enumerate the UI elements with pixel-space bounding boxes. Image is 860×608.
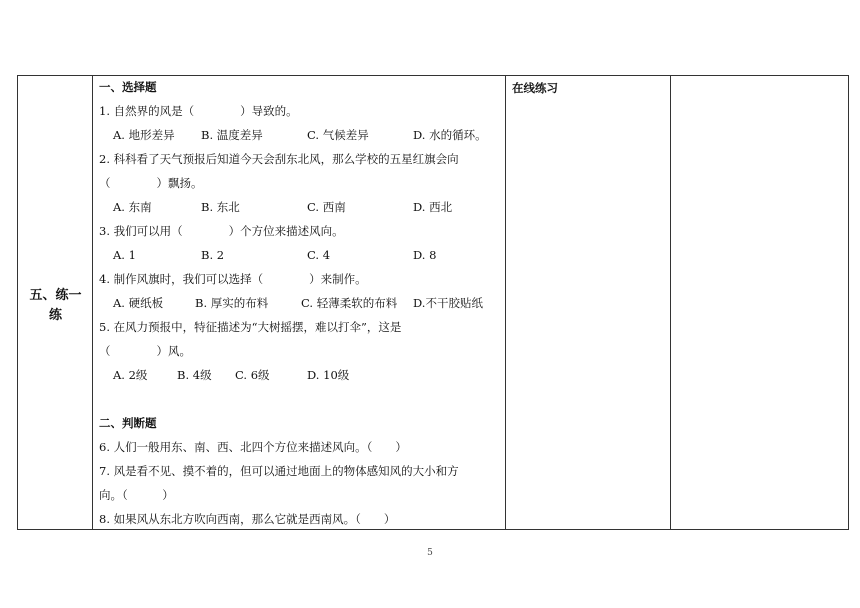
spacer xyxy=(99,392,499,416)
option-c: C. 6级 xyxy=(235,368,270,382)
option-b: B. 厚实的布料 xyxy=(195,296,269,310)
option-c: C. 4 xyxy=(307,248,331,262)
page-number: 5 xyxy=(427,548,433,558)
question-1: 1. 自然界的风是（ ）导致的。 xyxy=(99,104,298,118)
option-b: B. 温度差异 xyxy=(201,128,263,142)
question-3-options xyxy=(99,248,499,272)
lesson-table xyxy=(17,75,849,530)
option-c: C. 气候差异 xyxy=(307,128,369,142)
question-2-options xyxy=(99,200,499,224)
option-d: D. 8 xyxy=(413,248,437,262)
question-2: 2. 科科看了天气预报后知道今天会刮东北风，那么学校的五星红旗会向 xyxy=(99,152,459,166)
judge-heading: 二、判断题 xyxy=(99,416,157,430)
option-b: B. 2 xyxy=(201,248,225,262)
question-7: 7. 风是看不见、摸不着的，但可以通过地面上的物体感知风的大小和方 xyxy=(99,464,459,478)
question-5-options xyxy=(99,368,499,392)
option-a: A. 地形差异 xyxy=(113,128,175,142)
option-c: C. 轻薄柔软的布料 xyxy=(301,296,398,310)
section-label xyxy=(18,286,93,326)
column-divider xyxy=(505,76,506,529)
question-3: 3. 我们可以用（ ）个方位来描述风向。 xyxy=(99,224,344,238)
option-a: A. 东南 xyxy=(113,200,152,214)
online-practice-label: 在线练习 xyxy=(512,81,558,95)
option-d: D. 10级 xyxy=(307,368,350,382)
column-divider xyxy=(670,76,671,529)
question-5-cont: （ ）风。 xyxy=(99,344,191,358)
section-label-line: 练 xyxy=(48,308,62,323)
choice-heading: 一、选择题 xyxy=(99,80,157,94)
option-d: D. 西北 xyxy=(413,200,453,214)
section-label-line: 五、练一 xyxy=(29,288,82,303)
option-d: D.不干胶贴纸 xyxy=(413,296,483,310)
option-a: A. 2级 xyxy=(113,368,148,382)
option-a: A. 1 xyxy=(113,248,136,262)
question-1-options xyxy=(99,128,499,152)
question-2-cont: （ ）飘扬。 xyxy=(99,176,203,190)
question-5: 5. 在风力预报中，特征描述为“大树摇摆，难以打伞”，这是 xyxy=(99,320,402,334)
option-b: B. 4级 xyxy=(177,368,212,382)
question-6: 6. 人们一般用东、南、西、北四个方位来描述风向。（ ） xyxy=(99,440,407,454)
exercise-content xyxy=(99,80,499,536)
question-4-options xyxy=(99,296,499,320)
option-b: B. 东北 xyxy=(201,200,240,214)
question-8: 8. 如果风从东北方吹向西南，那么它就是西南风。（ ） xyxy=(99,512,396,526)
question-7-cont: 向。（ ） xyxy=(99,488,174,502)
option-c: C. 西南 xyxy=(307,200,346,214)
option-a: A. 硬纸板 xyxy=(113,296,164,310)
option-d: D. 水的循环。 xyxy=(413,128,487,142)
question-4: 4. 制作风旗时，我们可以选择（ ）来制作。 xyxy=(99,272,367,286)
